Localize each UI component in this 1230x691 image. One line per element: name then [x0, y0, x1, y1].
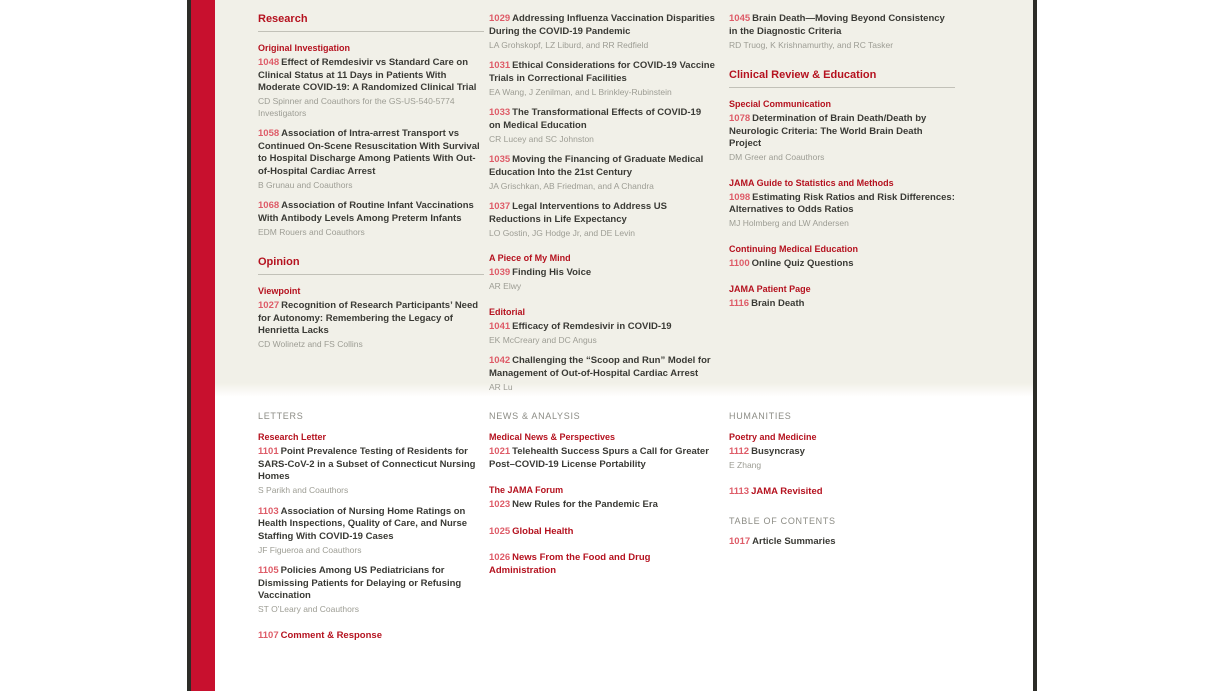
top-column-3 — [729, 13, 955, 320]
section-heading-clinical-review: Clinical Review & Education — [729, 69, 955, 88]
page-number: 1048 — [258, 57, 280, 68]
page-number: 1029 — [489, 13, 511, 24]
article-title: Estimating Risk Ratios and Risk Differences: Alternatives to Odds Ratios — [729, 191, 955, 215]
toc-item — [489, 499, 715, 512]
section-heading-research: Research — [258, 13, 484, 32]
toc-item — [729, 258, 955, 271]
toc-item — [729, 446, 955, 472]
article-title: JAMA Revisited — [751, 485, 823, 497]
jama-red-spine-bar — [191, 0, 215, 691]
page-number: 1045 — [729, 13, 751, 24]
toc-item-jama-revisited — [729, 486, 955, 499]
article-title: New Rules for the Pandemic Era — [512, 499, 658, 510]
section-header-table-of-contents: TABLE OF CONTENTS — [729, 516, 836, 526]
page-number: 1103 — [258, 505, 279, 517]
toc-item — [489, 60, 715, 98]
toc-item — [489, 267, 715, 293]
toc-item — [258, 506, 484, 557]
article-title: News From the Food and Drug Administration — [489, 552, 651, 576]
page-number: 1033 — [489, 107, 511, 118]
toc-item — [489, 201, 715, 239]
page-right-edge — [1033, 0, 1037, 691]
toc-item — [729, 13, 955, 51]
article-authors: LA Grohskopf, LZ Liburd, and RR Redfield — [489, 39, 649, 50]
subsection-original-investigation: Original Investigation — [258, 43, 351, 53]
subsection-special-communication: Special Communication — [729, 99, 832, 109]
page-number: 1027 — [258, 300, 280, 311]
section-header-letters: LETTERS — [258, 411, 304, 421]
subsection-poetry-and-medicine: Poetry and Medicine — [729, 432, 817, 442]
page-number: 1101 — [258, 446, 279, 457]
article-title: Telehealth Success Spurs a Call for Greater Post–COVID-19 License Portability — [489, 446, 709, 470]
page-number: 1039 — [489, 267, 511, 278]
subsection-editorial: Editorial — [489, 306, 526, 317]
article-authors: S Parikh and Coauthors — [258, 485, 349, 495]
bottom-column-humanities — [729, 411, 955, 558]
article-authors: LO Gostin, JG Hodge Jr, and DE Levin — [489, 227, 635, 238]
article-authors: AR Elwy — [489, 281, 522, 291]
article-title: The Transformational Effects of COVID-19 on Medical Education — [489, 107, 702, 131]
article-title: Article Summaries — [752, 536, 836, 547]
article-title: Recognition of Research Participants’ Need for Autonomy: Remembering the Legacy of Henrietta Lacks — [258, 300, 479, 336]
article-title: Association of Nursing Home Ratings on Health Inspections, Quality of Care, and Nurse Staffing With COVID-19 Cases — [258, 505, 468, 542]
article-authors: AR Lu — [489, 381, 513, 392]
page-number: 1107 — [258, 629, 279, 641]
article-authors: DM Greer and Coauthors — [729, 152, 825, 162]
toc-item — [258, 128, 484, 191]
page-number: 1058 — [258, 128, 280, 139]
toc-item — [489, 154, 715, 192]
page-number: 1098 — [729, 191, 751, 203]
page-number: 1105 — [258, 565, 279, 576]
section-header-news-analysis: NEWS & ANALYSIS — [489, 411, 581, 421]
page-number: 1042 — [489, 355, 511, 366]
toc-item — [489, 446, 715, 471]
article-title: Association of Intra-arrest Transport vs Continued On-Scene Resuscitation With Survival to Hospital Discharge Among Patients With Out-of-Hospital Cardiac Arrest — [258, 128, 480, 177]
toc-item — [489, 107, 715, 145]
subsection-research-letter: Research Letter — [258, 432, 327, 442]
toc-item — [258, 446, 484, 497]
toc-item — [729, 192, 955, 230]
page-number: 1031 — [489, 60, 511, 71]
article-authors: CR Lucey and SC Johnston — [489, 133, 594, 144]
subsection-jama-patient-page: JAMA Patient Page — [729, 284, 811, 294]
toc-item — [258, 57, 484, 119]
toc-item — [729, 298, 955, 311]
subsection-jama-forum: The JAMA Forum — [489, 485, 564, 495]
article-title: Brain Death—Moving Beyond Consistency in the Diagnostic Criteria — [729, 13, 945, 37]
article-title: Ethical Considerations for COVID-19 Vaccine Trials in Correctional Facilities — [489, 60, 715, 84]
subsection-viewpoint: Viewpoint — [258, 286, 301, 296]
article-authors: EK McCreary and DC Angus — [489, 334, 597, 345]
article-title: Association of Routine Infant Vaccinations With Antibody Levels Among Preterm Infants — [258, 200, 474, 224]
article-title: Global Health — [512, 525, 574, 537]
toc-item — [489, 321, 715, 347]
page-number: 1035 — [489, 154, 511, 165]
toc-item — [489, 13, 715, 51]
page-number: 1037 — [489, 201, 511, 212]
article-authors: MJ Holmberg and LW Andersen — [729, 218, 849, 228]
article-authors: B Grunau and Coauthors — [258, 179, 353, 190]
subsection-medical-news-perspectives: Medical News & Perspectives — [489, 432, 616, 442]
article-title: Online Quiz Questions — [751, 257, 854, 269]
article-authors: CD Wolinetz and FS Collins — [258, 339, 363, 349]
article-title: Challenging the “Scoop and Run” Model for Management of Out-of-Hospital Cardiac Arrest — [489, 355, 711, 379]
bottom-column-letters — [258, 411, 484, 651]
article-authors: RD Truog, K Krishnamurthy, and RC Tasker — [729, 39, 894, 50]
toc-item — [258, 200, 484, 238]
toc-item — [258, 300, 484, 351]
bottom-column-news-analysis — [489, 411, 715, 586]
page-number: 1023 — [489, 499, 511, 510]
top-column-1 — [258, 13, 484, 360]
article-authors: JA Grischkan, AB Friedman, and A Chandra — [489, 180, 654, 191]
page-number: 1116 — [729, 298, 750, 309]
toc-item-fda-news — [489, 552, 715, 577]
subsection-continuing-medical-education: Continuing Medical Education — [729, 243, 858, 254]
page-number: 1025 — [489, 525, 511, 537]
page-number: 1113 — [729, 485, 750, 497]
article-authors: CD Spinner and Coauthors for the GS-US-540-5774 Investigators — [258, 96, 455, 118]
section-header-humanities: HUMANITIES — [729, 411, 792, 421]
page-number: 1041 — [489, 320, 511, 332]
article-title: Efficacy of Remdesivir in COVID-19 — [512, 320, 672, 332]
toc-item — [258, 565, 484, 616]
article-authors: EDM Rouers and Coauthors — [258, 226, 365, 237]
article-title: Legal Interventions to Address US Reductions in Life Expectancy — [489, 201, 667, 225]
article-title: Busyncrasy — [751, 446, 805, 457]
toc-item-comment-response — [258, 630, 484, 643]
article-title: Effect of Remdesivir vs Standard Care on Clinical Status at 11 Days in Patients With Moderate COVID-19: A Randomized Clinical Trial — [258, 57, 477, 93]
page-number: 1068 — [258, 200, 280, 211]
article-title: Addressing Influenza Vaccination Disparities During the COVID-19 Pandemic — [489, 13, 715, 37]
subsection-a-piece-of-my-mind: A Piece of My Mind — [489, 253, 571, 263]
toc-item — [729, 113, 955, 164]
article-authors: E Zhang — [729, 460, 762, 470]
top-column-2 — [489, 13, 715, 402]
page-number: 1100 — [729, 257, 750, 269]
page-number: 1021 — [489, 446, 511, 457]
article-authors: EA Wang, J Zenilman, and L Brinkley-Rubinstein — [489, 86, 672, 97]
article-title: Comment & Response — [280, 629, 382, 641]
page-number: 1017 — [729, 536, 751, 547]
page-number: 1112 — [729, 446, 750, 457]
article-title: Determination of Brain Death/Death by Neurologic Criteria: The World Brain Death Project — [729, 113, 927, 149]
section-heading-opinion: Opinion — [258, 256, 484, 275]
toc-item — [729, 536, 955, 549]
article-authors: ST O’Leary and Coauthors — [258, 604, 359, 614]
subsection-jama-guide-statistics: JAMA Guide to Statistics and Methods — [729, 177, 894, 188]
page-number: 1026 — [489, 552, 511, 563]
article-title: Policies Among US Pediatricians for Dismissing Patients for Delaying or Refusing Vaccination — [258, 565, 462, 601]
article-title: Moving the Financing of Graduate Medical Education Into the 21st Century — [489, 154, 704, 178]
page-number: 1078 — [729, 113, 751, 124]
article-title: Point Prevalence Testing of Residents for SARS-CoV-2 in a Subset of Connecticut Nursing Homes — [258, 446, 476, 482]
article-title: Brain Death — [751, 298, 805, 309]
article-title: Finding His Voice — [512, 267, 592, 278]
toc-item-global-health — [489, 526, 715, 539]
article-authors: JF Figueroa and Coauthors — [258, 544, 362, 555]
toc-item — [489, 355, 715, 393]
